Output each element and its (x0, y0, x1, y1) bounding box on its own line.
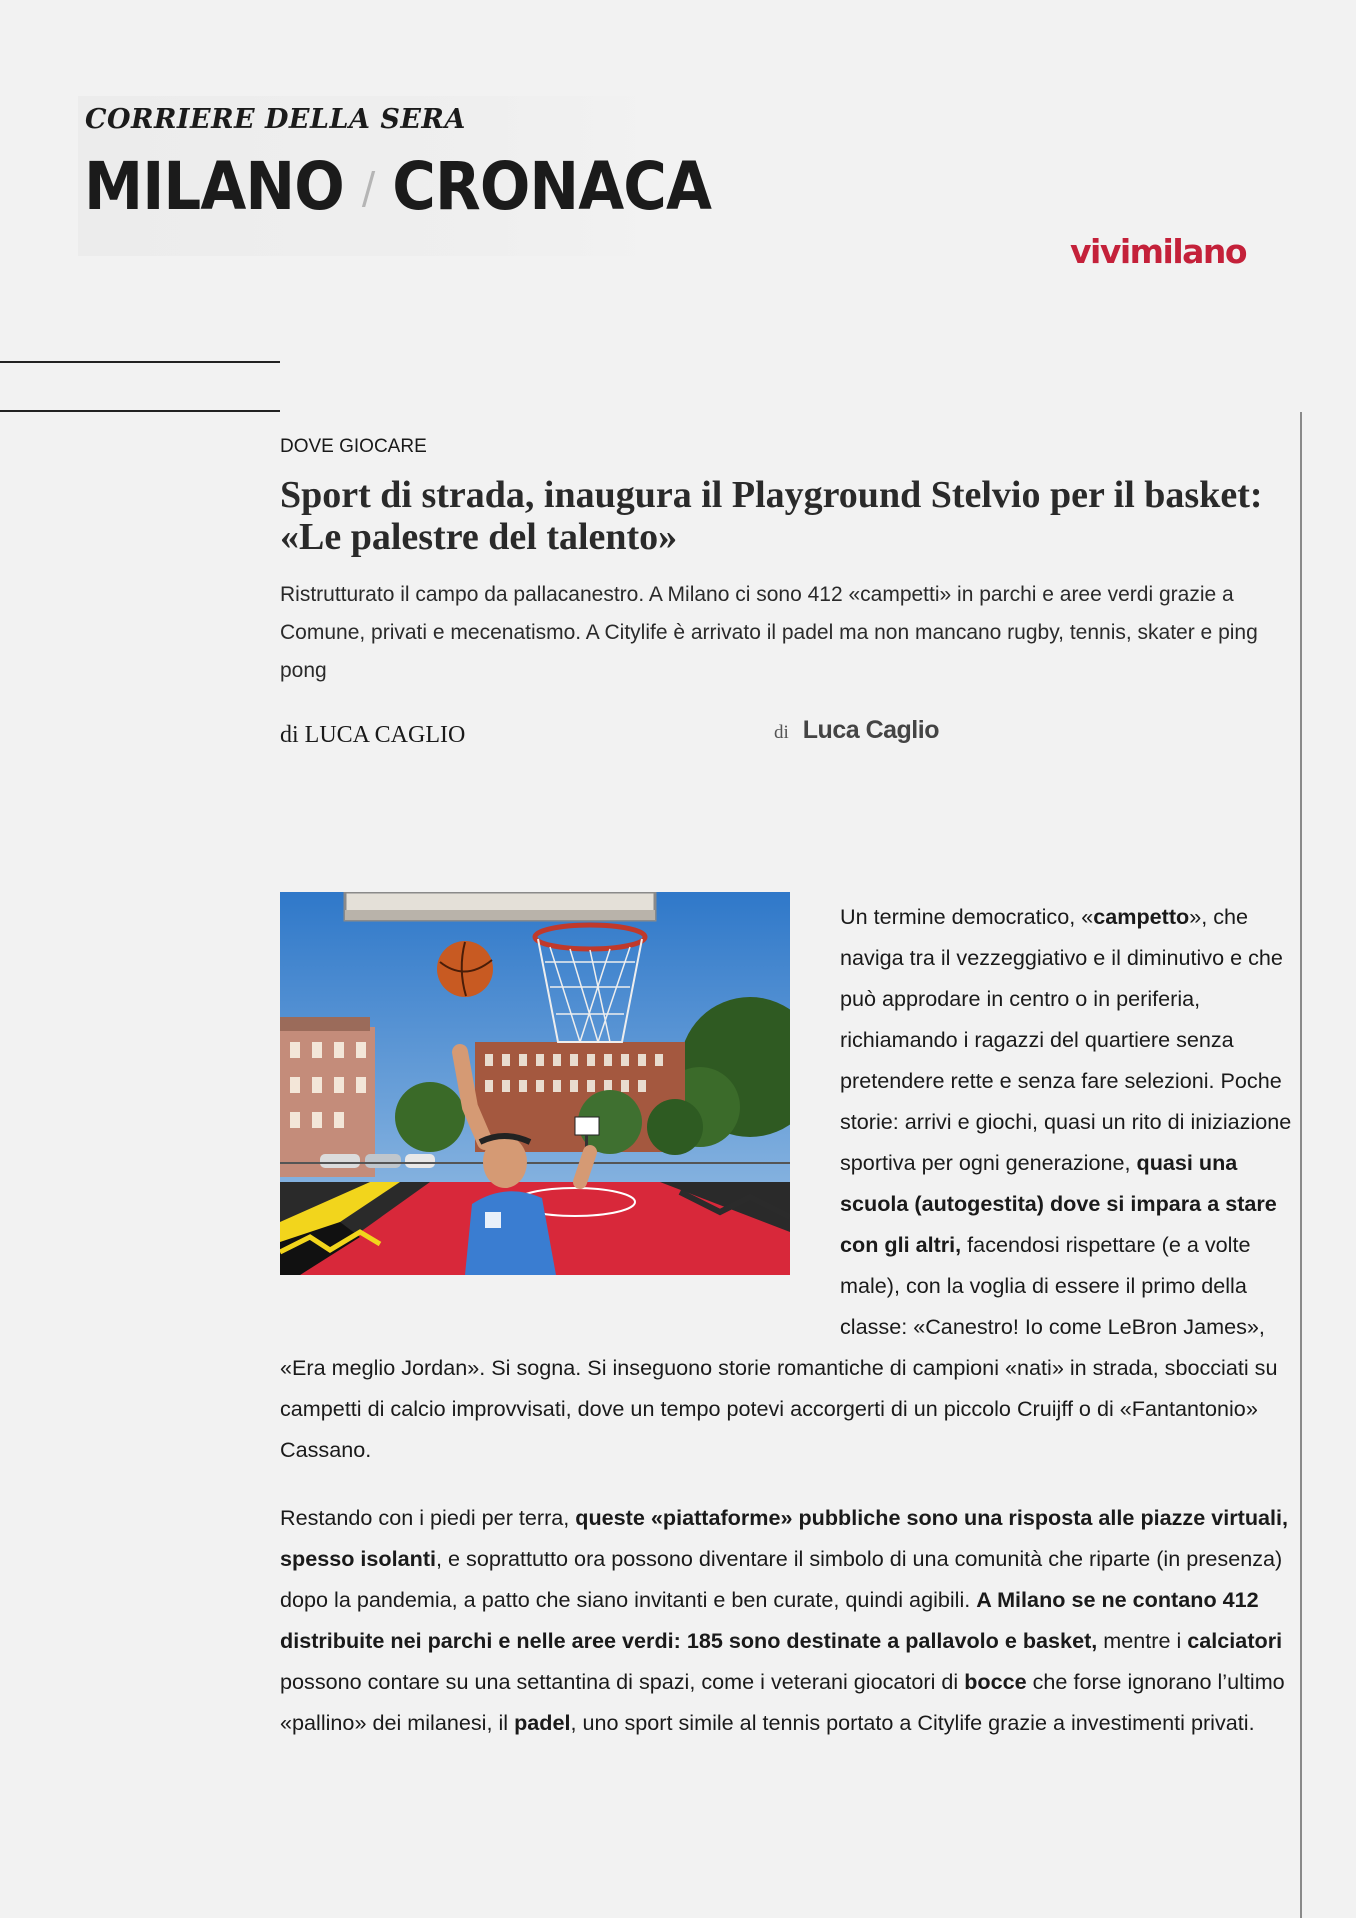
text-run: Restando con i piedi per terra, (280, 1505, 576, 1530)
newspaper-logo[interactable]: CORRIERE DELLA SERA (85, 104, 466, 135)
bold-text-run: A Milano se ne contano 412 distribuite nei parchi e nelle aree verdi: 185 sono destinate a pallavolo e basket, (280, 1587, 1259, 1653)
bold-text-run: padel (514, 1710, 571, 1735)
bold-text-run: quasi una scuola (autogestita) dove si impara a stare con gli altri, (840, 1150, 1277, 1257)
text-run: , e soprattutto ora possono diventare il simbolo di una comunità che riparte (in presenza) dopo la pandemia, a patto che siano invitanti e ben curate, quindi agibili. (280, 1546, 1283, 1612)
divider-rule (0, 410, 280, 412)
text-run: facendosi rispettare (e a volte male), con la voglia di essere il primo della classe: «Canestro! Io come LeBron James», «Era meglio Jordan». Si sogna. Si inseguono storie romantiche di campioni «nati» in strada, sbocciati su campetti di calcio improvvisati, dove un tempo potevi accorgerti di un piccolo Cruijff o di «Fantantonio» Cassano. (280, 1232, 1278, 1462)
article-body (280, 896, 1304, 1770)
text-run: , uno sport simile al tennis portato a Citylife grazie a investimenti privati. (570, 1710, 1255, 1735)
section-separator: / (361, 163, 375, 214)
article-summary: Ristrutturato il campo da pallacanestro. A Milano ci sono 412 «campetti» in parchi e aree verdi grazie a Comune, privati e mecenatismo. A Citylife è arrivato il padel ma non mancano rugby, tennis, skater e ping pong (280, 583, 1258, 682)
author-name: Luca Caglio (802, 716, 939, 744)
bold-text-run: queste «piattaforme» pubbliche sono una risposta alle piazze virtuali, spesso isolanti (280, 1505, 1289, 1571)
text-run: Un termine democratico, « (840, 904, 1094, 929)
article-title: Sport di strada, inaugura il Playground Stelvio per il basket: «Le palestre del talento» (280, 474, 1263, 558)
text-run: possono contare su una settantina di spazi, come i veterani giocatori di (280, 1669, 965, 1694)
divider-rule (0, 361, 280, 363)
section-city: MILANO (84, 148, 344, 225)
bold-text-run: bocce (964, 1669, 1027, 1694)
article-paragraph-2 (280, 1497, 1304, 1743)
vivimilano-logo[interactable]: vivimilano (1070, 232, 1247, 271)
byline-prefix: di (774, 722, 789, 743)
photo-float-spacer (280, 896, 840, 1312)
article-kicker[interactable]: DOVE GIOCARE (280, 436, 427, 457)
text-run: », che naviga tra il vezzeggiativo e il diminutivo e che può approdare in centro o in periferia, richiamando i ragazzi del quartiere senza pretendere rette e senza fare selezioni. Poche storie: arrivi e giochi, quasi un rito di iniziazione sportiva per ogni generazione, (840, 904, 1292, 1175)
bold-text-run: calciatori (1187, 1628, 1283, 1653)
author-byline[interactable] (774, 716, 939, 745)
bold-text-run: campetto (1093, 904, 1190, 929)
text-run: che forse ignorano l’ultimo «pallino» dei milanesi, il (280, 1669, 1285, 1735)
section-title[interactable] (84, 148, 711, 225)
article-byline: di LUCA CAGLIO (280, 722, 466, 748)
text-run: mentre i (1097, 1628, 1188, 1653)
section-name: CRONACA (392, 148, 712, 225)
